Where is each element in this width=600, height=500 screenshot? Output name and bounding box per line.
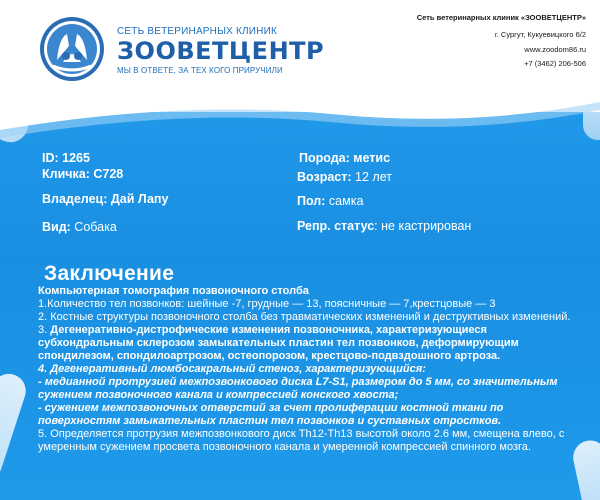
logo-top-text: СЕТЬ ВЕТЕРИНАРНЫХ КЛИНИК [117,26,278,37]
report-item-3 [38,324,578,363]
repro-status-value: : не кастрирован [374,219,472,233]
field-age [297,170,392,184]
breed-label: Порода: [299,151,350,165]
field-owner [42,192,168,206]
field-species [42,220,117,234]
logo-slogan-text: МЫ В ОТВЕТЕ, ЗА ТЕХ КОГО ПРИРУЧИЛИ [117,66,283,75]
decor-pill-left-bottom [0,369,30,484]
field-repro-status [297,219,471,233]
species-value: Собака [74,220,117,234]
field-sex [297,194,363,208]
age-label: Возраст: [297,170,352,184]
contact-phone: +7 (3462) 206-506 [524,59,586,68]
nickname-label: Кличка: [42,167,90,181]
species-label: Вид: [42,220,71,234]
field-id [42,151,90,165]
field-nickname [42,167,123,181]
report-item-2: 2. Костные структуры позвоночного столба без травматических изменений и деструктивных изменений. [38,311,571,323]
report-item-4-heading: 4. Дегенеративный люмбосакральный стеноз, характеризующийся: [38,363,426,375]
report-item-5: 5. Определяется протрузия межпозвонкового диск Th12-Th13 высотой около 2.6 мм, смещена влево, с умеренным сужением просвета позвоночного канала и умеренной компрессией спинного мозга. [38,428,565,453]
nickname-value: C728 [93,167,124,181]
report-body [38,285,578,454]
clinic-logo-icon [39,16,105,82]
report-item-1: 1.Количество тел позвонков: шейные -7, грудные — 13, поясничные — 7,крестцовые — 3 [38,298,496,310]
age-value: 12 лет [355,170,392,184]
owner-label: Владелец: [42,192,108,206]
field-breed [299,151,390,165]
sex-label: Пол: [297,194,326,208]
contact-title: Сеть ветеринарных клиник «ЗООВЕТЦЕНТР» [416,13,586,22]
header-wave [0,84,600,154]
conclusion-title: Заключение [44,262,175,285]
report-item-4-a: - медианной протрузией межпозвонкового диска L7-S1, размером до 5 мм, со значительным сужением позвоночного канала и компрессией конского хвоста; [38,376,558,401]
report-item-3-text: Дегенеративно-дистрофические изменения позвоночника, характеризующиеся субхондральным склерозом замыкательных пластин тел позвонков, деформирующим спондилезом, спондилоартрозом, остеопорозом, крестцово-подвздошного артроза. [38,324,519,362]
contact-site: www.zoodom86.ru [524,45,586,54]
id-value: 1265 [62,151,90,165]
logo-main-text: ЗООВЕТЦЕНТР [117,37,325,65]
repro-status-label: Репр. статус [297,219,375,233]
owner-value: Дай Лапу [110,192,169,206]
report-item-4-b: - сужением межпозвоночных отверстий за счет пролиферации костной ткани по поверхностям замыкательных пластин тел позвонков и суставных отростков. [38,402,504,427]
report-subtitle: Компьютерная томография позвоночного столба [38,285,309,297]
contact-address: г. Сургут, Кукуевицкого 6/2 [494,30,586,39]
report-item-3-number: 3. [38,324,51,336]
sex-value: самка [328,194,364,208]
id-label: ID: [42,151,59,165]
breed-value: метис [353,151,391,165]
